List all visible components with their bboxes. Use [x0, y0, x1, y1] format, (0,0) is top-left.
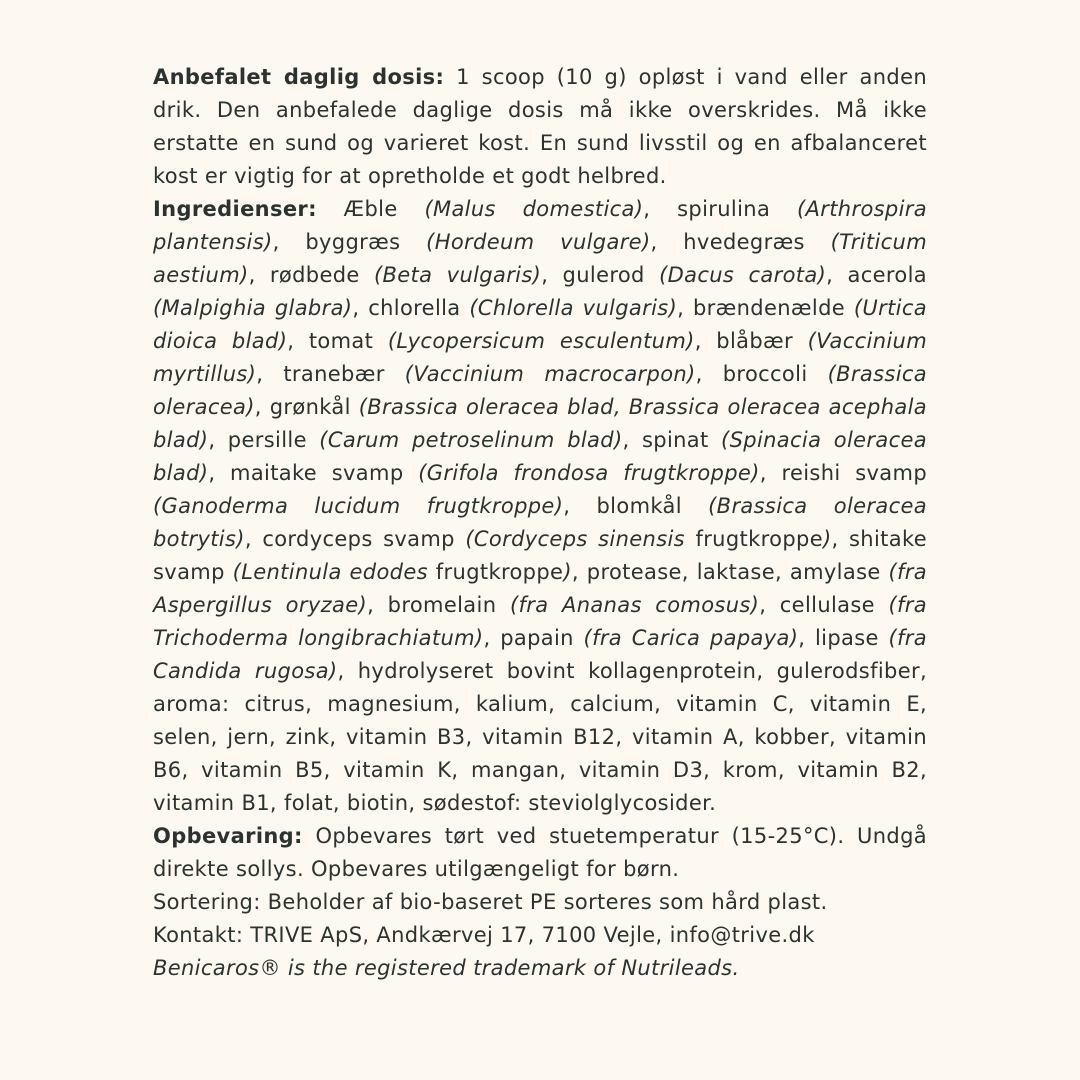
ingredient-text: frugtkroppe	[684, 527, 823, 551]
ingredient-latin-name: (Carum petroselinum blad)	[319, 428, 623, 452]
ingredient-latin-name: (fra Candida rugosa)	[153, 626, 928, 683]
ingredient-latin-name: (Malus domestica)	[424, 197, 644, 221]
ingredient-text: , shitake svamp	[153, 527, 927, 584]
ingredient-text: , lipase	[798, 626, 889, 650]
ingredient-text: , spirulina	[643, 197, 797, 221]
ingredient-text: , bromelain	[367, 593, 510, 617]
ingredient-text: , byggræs	[272, 230, 427, 254]
ingredients-heading: Ingredienser:	[153, 197, 317, 221]
ingredient-text: , spinat	[622, 428, 722, 452]
ingredient-text: , blåbær	[694, 329, 808, 353]
ingredient-text: , gulerod	[541, 263, 660, 287]
ingredient-text: , acerola	[826, 263, 928, 287]
contact-line: Kontakt: TRIVE ApS, Andkærvej 17, 7100 Vejle, info@trive.dk	[153, 923, 815, 947]
ingredient-text: , persille	[208, 428, 320, 452]
ingredient-text: , maitake svamp	[208, 461, 419, 485]
ingredient-latin-name: (Ganoderma lucidum frugtkroppe)	[153, 494, 564, 518]
dosage-paragraph	[153, 61, 927, 193]
storage-heading: Opbevaring:	[153, 824, 303, 848]
ingredient-text: , tomat	[287, 329, 388, 353]
storage-text: Opbevares tørt ved stuetemperatur (15-25°C). Undgå direkte sollys. Opbevares utilgængeligt for børn.	[153, 824, 927, 881]
ingredient-text: , chlorella	[352, 296, 470, 320]
dosage-heading: Anbefalet daglig dosis:	[153, 65, 445, 89]
ingredient-text: frugtkroppe	[427, 560, 564, 584]
ingredient-latin-name: (fra Aspergillus oryzae)	[153, 560, 927, 617]
ingredient-text: , reishi svamp	[759, 461, 928, 485]
ingredient-text: , broccoli	[695, 362, 828, 386]
sorting-line: Sortering: Beholder af bio-baseret PE sorteres som hård plast.	[153, 890, 828, 914]
ingredient-latin-name: )	[563, 560, 572, 584]
ingredient-text: , cellulase	[759, 593, 889, 617]
ingredient-latin-name: (Dacus carota)	[659, 263, 827, 287]
trademark-text: Benicaros® is the registered trademark of Nutrileads.	[153, 956, 740, 980]
product-label-text	[153, 61, 927, 985]
ingredient-latin-name: (Brassica oleracea botrytis)	[153, 494, 927, 551]
ingredient-text: , rødbede	[248, 263, 374, 287]
ingredient-latin-name: (Spinacia oleracea blad)	[153, 428, 928, 485]
ingredient-latin-name: (Brassica oleracea)	[153, 362, 927, 419]
ingredient-latin-name: (Grifola frondosa frugtkroppe)	[418, 461, 760, 485]
ingredients-paragraph	[153, 193, 927, 820]
ingredient-text: , grønkål	[254, 395, 359, 419]
ingredient-latin-name: (Beta vulgaris)	[373, 263, 542, 287]
ingredient-latin-name: (Urtica dioica blad)	[153, 296, 927, 353]
ingredient-text: , papain	[483, 626, 584, 650]
ingredient-text: , cordyceps svamp	[244, 527, 466, 551]
ingredient-latin-name: (Chlorella vulgaris)	[469, 296, 678, 320]
ingredient-latin-name: (fra Carica papaya)	[583, 626, 799, 650]
ingredient-latin-name: (Brassica oleracea blad, Brassica oleracea acephala blad)	[153, 395, 927, 452]
trademark-line	[153, 952, 927, 985]
ingredient-latin-name: (Triticum aestium)	[153, 230, 927, 287]
ingredient-text: , hydrolyseret bovint kollagenprotein, gulerodsfiber, aroma: citrus, magnesium, kalium, calcium, vitamin C, vitamin E, selen, jern, zink, vitamin B3, vitamin B12, vitamin A, kobber, vitamin B6, vitamin B5, vitamin K, mangan, vitamin D3, krom, vitamin B2, vitamin B1, folat, biotin, sødestof: steviolglycosider.	[153, 659, 927, 815]
ingredient-text: , protease, laktase, amylase	[571, 560, 889, 584]
ingredient-latin-name: (Vaccinium myrtillus)	[153, 329, 928, 386]
ingredient-text: Æble	[316, 197, 425, 221]
ingredient-latin-name: (Lentinula edodes	[232, 560, 428, 584]
ingredient-latin-name: (Cordyceps sinensis	[465, 527, 685, 551]
ingredient-latin-name: (Vaccinium macrocarpon)	[404, 362, 696, 386]
ingredients-list	[153, 197, 927, 815]
ingredient-latin-name: (fra Trichoderma longibrachiatum)	[153, 593, 928, 650]
ingredient-latin-name: )	[822, 527, 832, 551]
ingredient-latin-name: (Lycopersicum esculentum)	[387, 329, 695, 353]
dosage-text: 1 scoop (10 g) opløst i vand eller anden drik. Den anbefalede daglige dosis må ikke overskrides. Må ikke erstatte en sund og varieret kost. En sund livsstil og en afbalanceret kost er vigtig for at opretholde et godt helbred.	[153, 65, 927, 188]
ingredient-text: , tranebær	[256, 362, 405, 386]
ingredient-text: , hvedegræs	[650, 230, 831, 254]
ingredient-latin-name: (Arthrospira plantensis)	[153, 197, 927, 254]
storage-paragraph	[153, 820, 927, 886]
ingredient-text: , blomkål	[563, 494, 709, 518]
ingredient-latin-name: (Malpighia glabra)	[153, 296, 353, 320]
ingredient-text: , brændenælde	[677, 296, 854, 320]
ingredient-latin-name: (Hordeum vulgare)	[426, 230, 651, 254]
ingredient-latin-name: (fra Ananas comosus)	[509, 593, 760, 617]
